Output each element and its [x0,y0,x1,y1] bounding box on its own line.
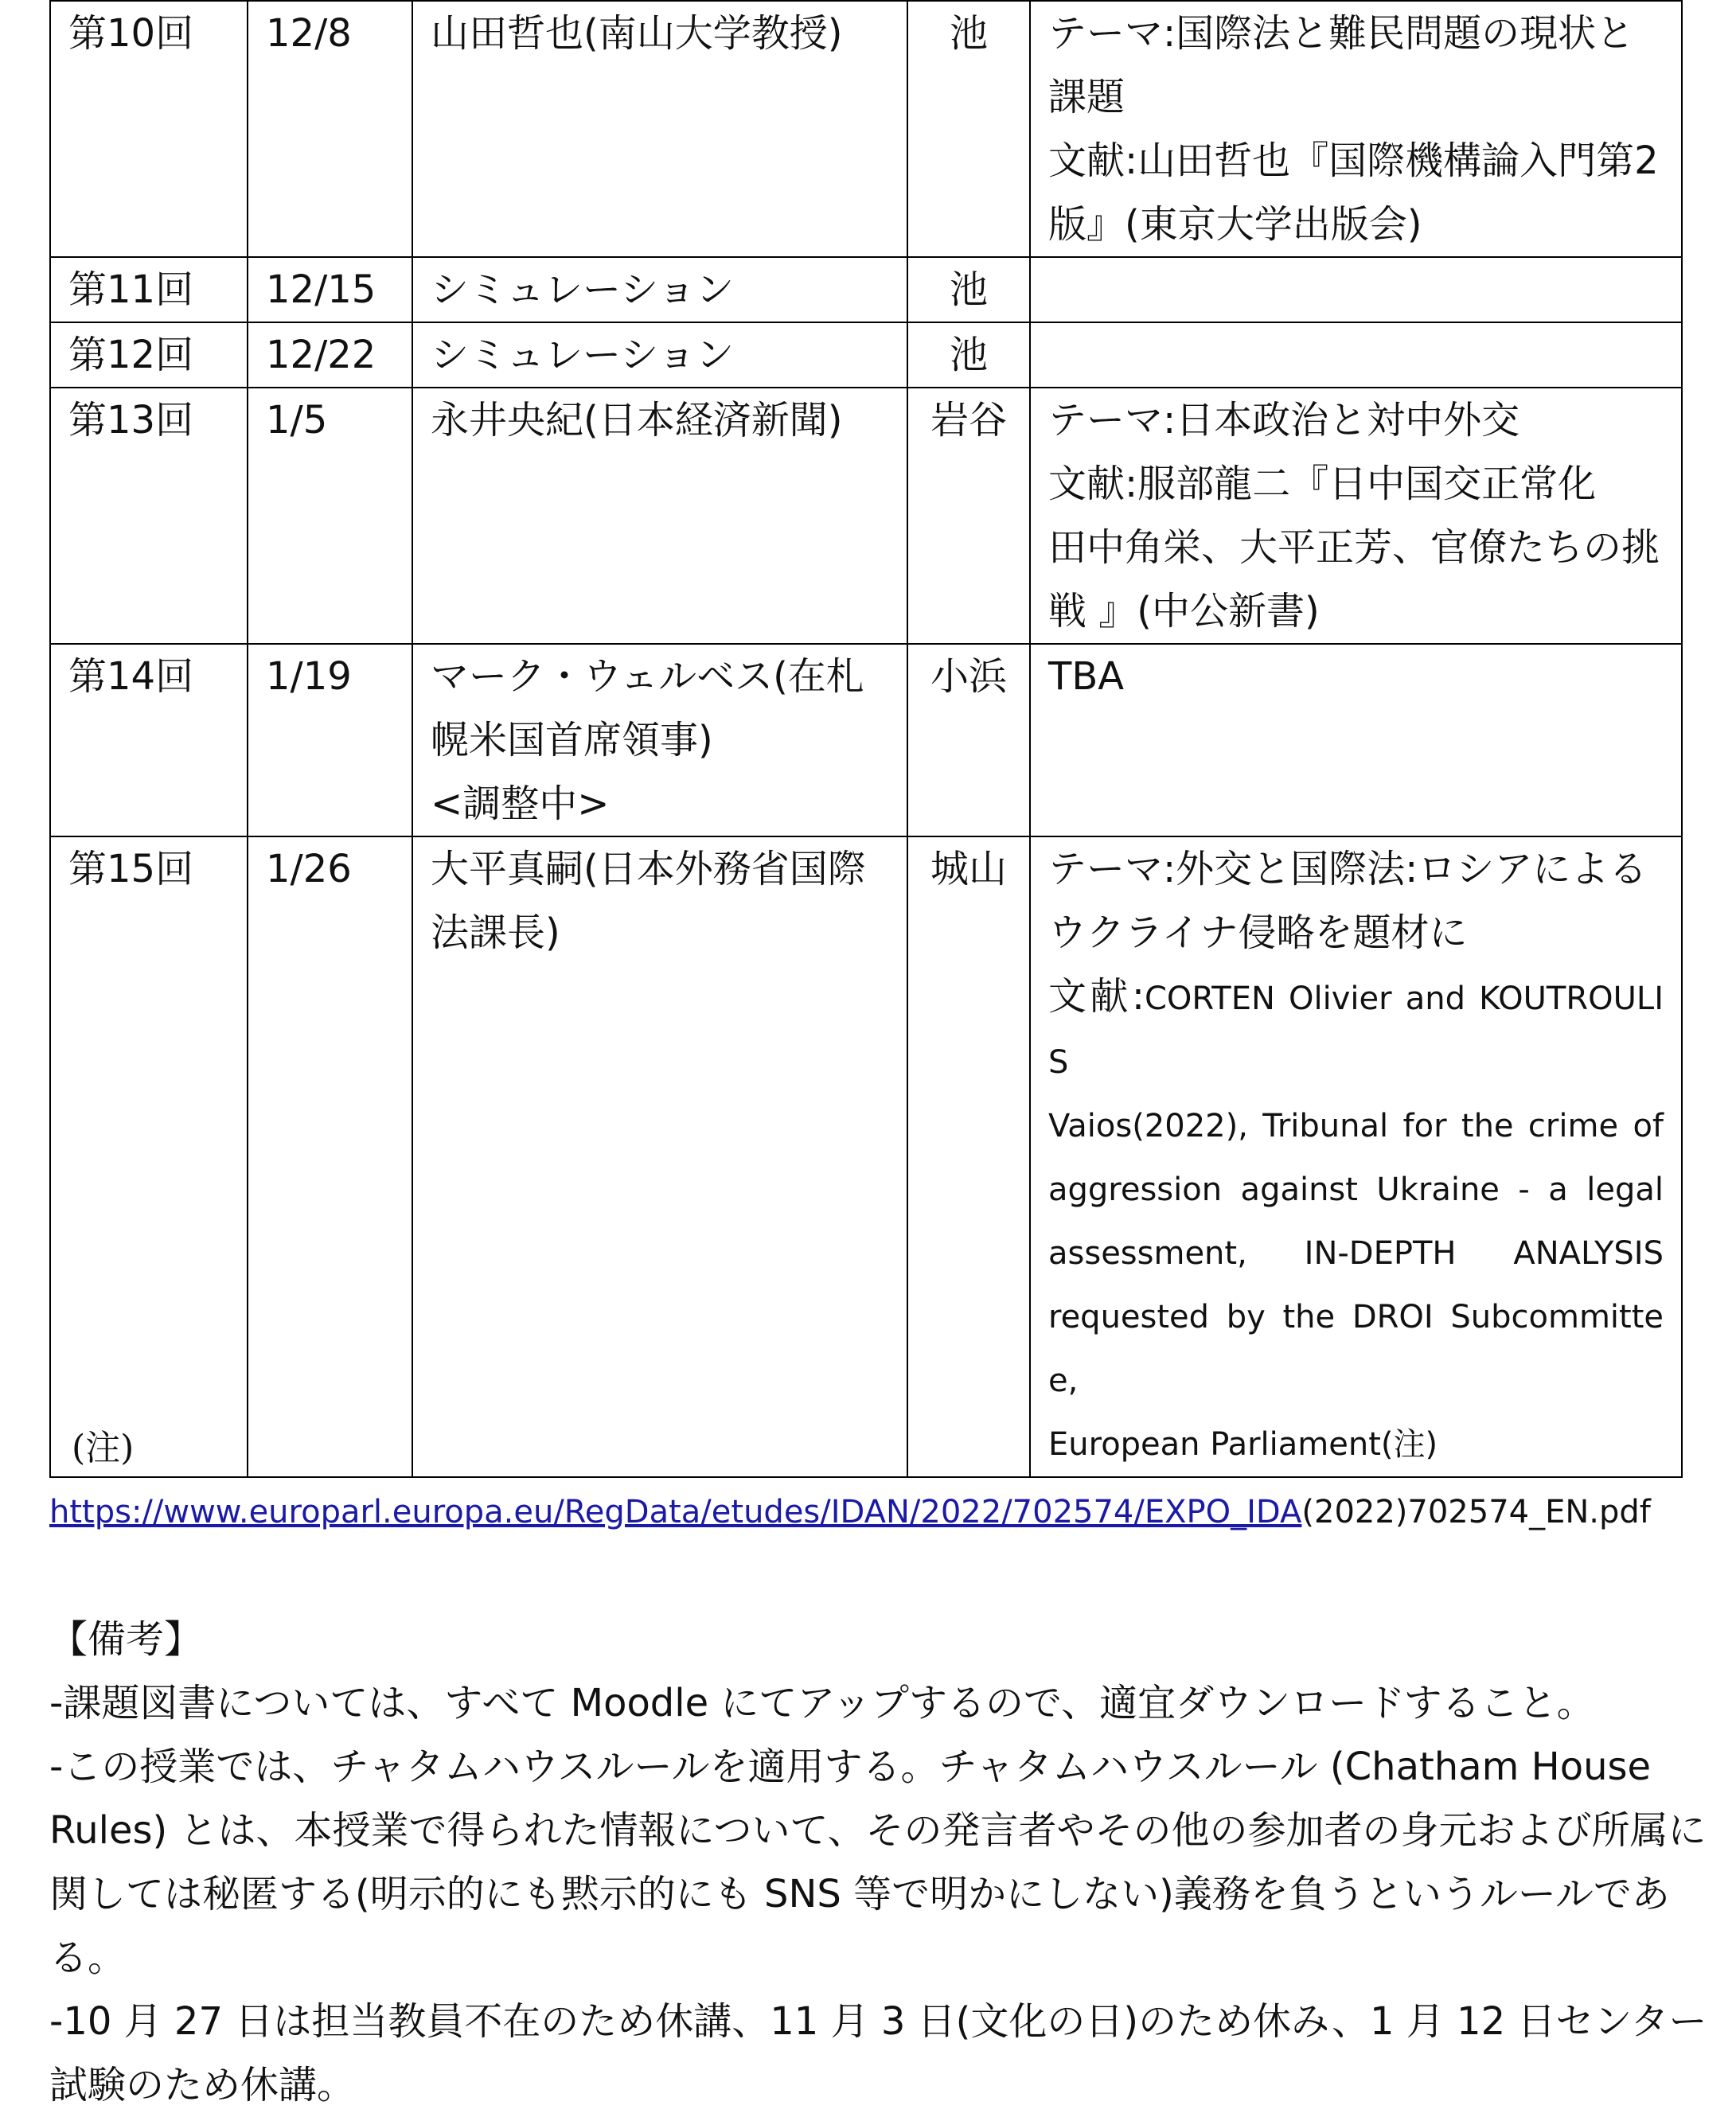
reference-line [1048,1158,1664,1222]
staff-name: 池 [949,11,988,56]
remarks-item: -課題図書については、すべて Moodle にてアップするので、適宜ダウンロードすること。 [49,1681,1595,1725]
staff-cell [907,257,1030,322]
session-number-cell [50,644,248,836]
schedule-row [50,257,1682,322]
speaker-line: 永井央紀(日本経済新聞) [431,398,843,443]
session-date-cell [248,1,412,257]
note-line: テーマ:日本政治と対中外交 [1048,398,1520,443]
session-number: 第11回 [68,267,194,312]
speaker-line: 山田哲也(南山大学教授) [431,11,843,56]
staff-name: 城山 [930,847,1007,891]
note-cell [1030,322,1682,388]
note-cell [1030,836,1682,1477]
session-date-cell [248,644,412,836]
session-number: 第10回 [68,11,194,56]
note-line: テーマ:国際法と難民問題の現状と課題 [1048,11,1635,119]
staff-name: 池 [949,267,988,312]
session-date: 1/26 [266,847,352,891]
session-number-cell [50,836,248,1477]
speaker-cell [412,257,907,322]
schedule-table [49,0,1683,1478]
speaker-cell [412,388,907,644]
speaker-line: <調整中> [431,782,610,826]
reference-line [1048,1094,1664,1158]
schedule-table-body [50,1,1682,1477]
session-date-cell [248,388,412,644]
speaker-line: 大平真嗣(日本外務省国際法課長) [431,847,866,955]
footnote-url [49,1488,1651,1536]
session-number: 第12回 [68,333,194,377]
reference-text: assessment, IN-DEPTH ANALYSIS [1048,1235,1664,1272]
speaker-line: シミュレーション [431,333,735,377]
speaker-cell [412,836,907,1477]
session-number-cell [50,257,248,322]
note-line: TBA [1048,654,1125,699]
session-date: 1/19 [266,654,352,699]
staff-cell [907,1,1030,257]
session-date-cell [248,322,412,388]
speaker-cell [412,644,907,836]
remarks-section [49,1608,1721,2117]
reference-text: Vaios(2022), Tribunal for the crime of [1048,1108,1664,1144]
footnote-label: (注) [72,1428,135,1468]
schedule-row [50,388,1682,644]
session-date: 1/5 [266,398,328,443]
reference-text: CORTEN Olivier and KOUTROULIS [1048,981,1664,1081]
schedule-row [50,836,1682,1477]
staff-name: 小浜 [930,654,1007,699]
staff-cell [907,388,1030,644]
staff-name: 池 [949,333,988,377]
remarks-heading: 【備考】 [49,1617,203,1662]
schedule-row [50,644,1682,836]
note-cell [1030,644,1682,836]
note-line: 文献:山田哲也『国際機構論入門第2版』(東京大学出版会) [1048,138,1659,247]
reference-text: aggression against Ukraine - a legal [1048,1172,1664,1208]
staff-cell [907,644,1030,836]
session-date: 12/8 [266,11,352,56]
reference-text: European Parliament(注) [1048,1426,1438,1463]
staff-name: 岩谷 [930,398,1007,443]
speaker-cell [412,322,907,388]
note-line: テーマ:外交と国際法:ロシアによるウクライナ侵略を題材に [1048,847,1648,955]
note-cell [1030,388,1682,644]
session-date: 12/22 [266,333,376,377]
note-line: 文献:服部龍二『日中国交正常化 田中角栄、大平正芳、官僚たちの挑戦 』(中公新書) [1048,462,1660,634]
schedule-row [50,1,1682,257]
reference-line [1048,1222,1664,1285]
remarks-item: -10 月 27 日は担当教員不在のため休講、11 月 3 日(文化の日)のため休み、1 月 12 日センター試験のため休講。 [49,1999,1707,2107]
session-number-cell [50,322,248,388]
session-number: 第13回 [68,398,194,443]
reference-text: requested by the DROI Subcommittee, [1048,1299,1664,1399]
reference-line [1048,965,1664,1094]
session-date-cell [248,257,412,322]
speaker-line: マーク・ウェルベス(在札幌米国首席領事) [431,654,864,762]
note-cell [1030,1,1682,257]
session-number-cell [50,388,248,644]
staff-cell [907,836,1030,1477]
session-number-cell [50,1,248,257]
session-date-cell [248,836,412,1477]
session-date: 12/15 [266,267,376,312]
speaker-cell [412,1,907,257]
reference-label: 文献: [1048,974,1145,1019]
reference-line [1048,1413,1664,1476]
remarks-item: -この授業では、チャタムハウスルールを適用する。チャタムハウスルール (Chatham House Rules) とは、本授業で得られた情報について、その発言者やその他の参加者の身元および所属に関しては秘匿する(明示的にも黙示的にも SNS 等で明かにしない)義務を負うというルールである。 [49,1745,1707,1980]
speaker-line: シミュレーション [431,267,735,312]
session-number: 第14回 [68,654,194,699]
staff-cell [907,322,1030,388]
reference-line [1048,1285,1664,1413]
footnote-url-rest: (2022)702574_EN.pdf [1301,1494,1651,1530]
footnote-link[interactable]: https://www.europarl.europa.eu/RegData/etudes/IDAN/2022/702574/EXPO_IDA [49,1494,1302,1530]
schedule-row [50,322,1682,388]
session-number: 第15回 [68,847,194,891]
note-cell [1030,257,1682,322]
